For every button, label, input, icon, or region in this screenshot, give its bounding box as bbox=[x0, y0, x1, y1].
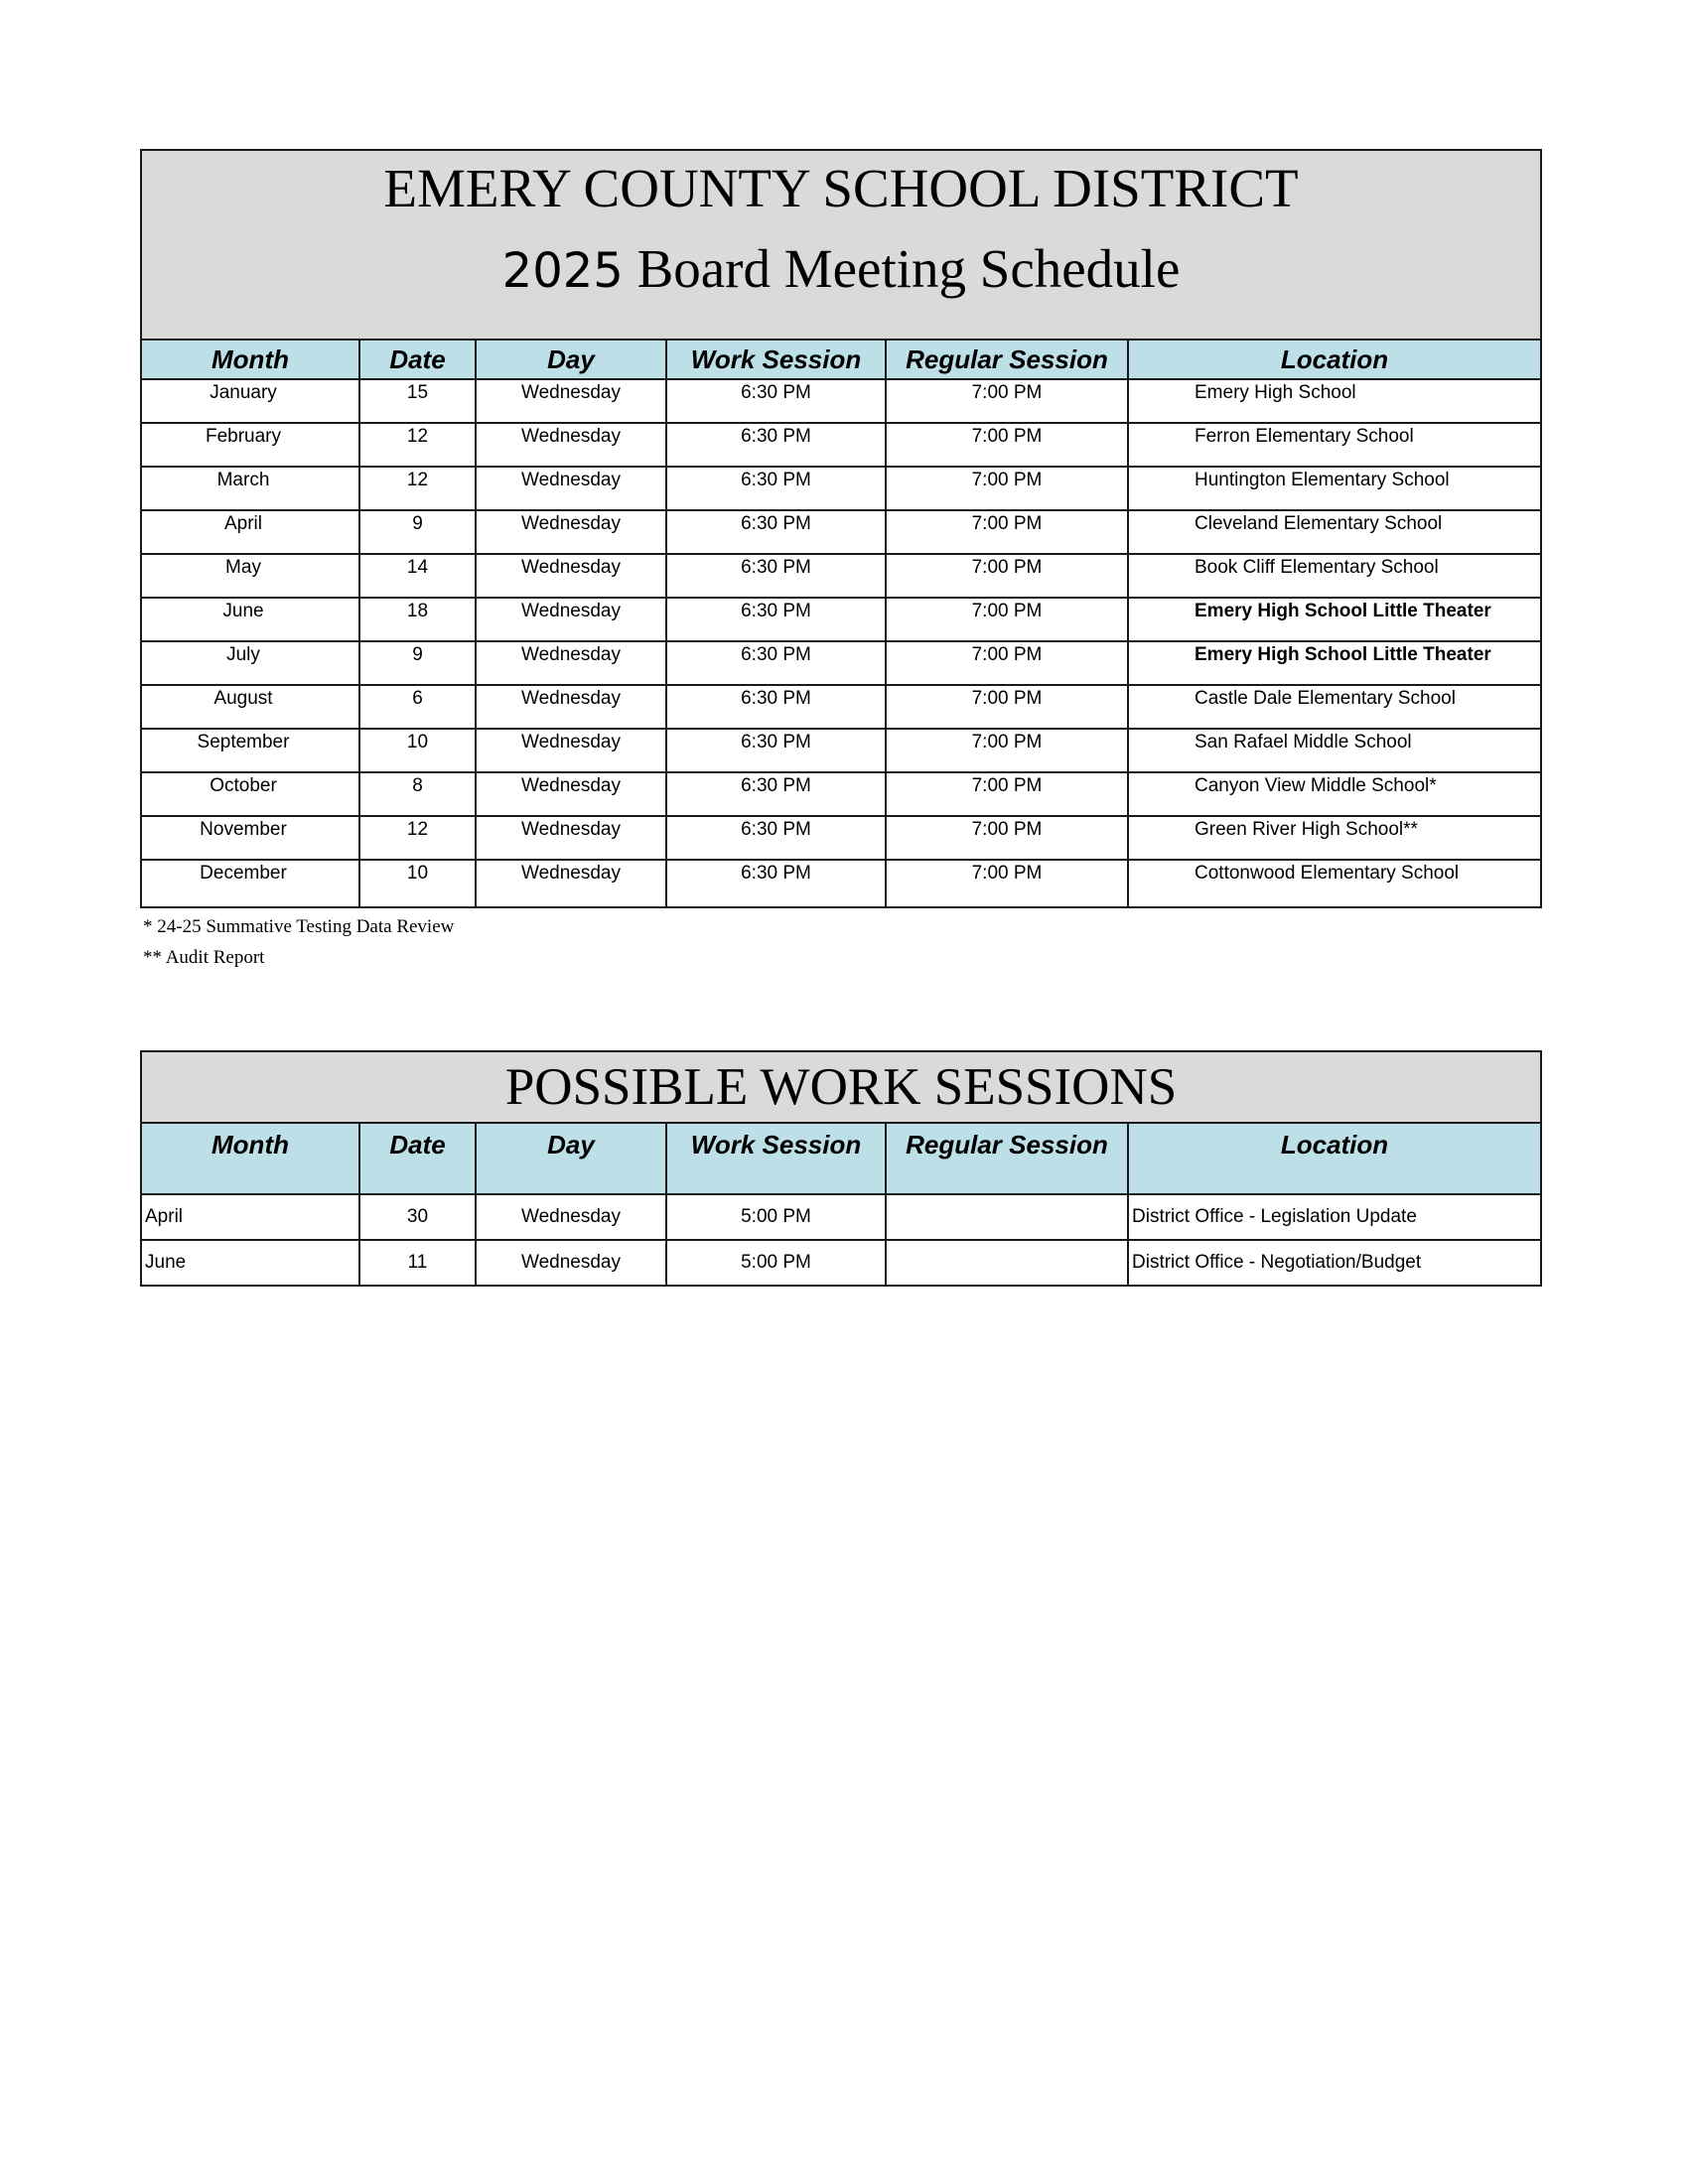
work-session-cell: 6:30 PM bbox=[666, 772, 886, 816]
regular-session-cell: 7:00 PM bbox=[886, 729, 1128, 772]
date-cell: 11 bbox=[359, 1240, 476, 1286]
location-cell: San Rafael Middle School bbox=[1128, 729, 1541, 772]
day-cell: Wednesday bbox=[476, 510, 666, 554]
day-cell: Wednesday bbox=[476, 816, 666, 860]
day-cell: Wednesday bbox=[476, 1194, 666, 1240]
regular-session-cell bbox=[886, 1194, 1128, 1240]
regular-session-cell: 7:00 PM bbox=[886, 641, 1128, 685]
work-session-cell: 6:30 PM bbox=[666, 467, 886, 510]
table-row bbox=[141, 685, 1541, 729]
work-column-header-regular-session: Regular Session bbox=[886, 1123, 1128, 1194]
date-cell: 10 bbox=[359, 729, 476, 772]
day-cell: Wednesday bbox=[476, 379, 666, 423]
table-row bbox=[141, 816, 1541, 860]
regular-session-cell: 7:00 PM bbox=[886, 467, 1128, 510]
work-sessions-body bbox=[141, 1194, 1541, 1286]
work-session-cell: 6:30 PM bbox=[666, 554, 886, 598]
work-sessions-title: POSSIBLE WORK SESSIONS bbox=[141, 1051, 1541, 1123]
schedule-title bbox=[141, 150, 1541, 340]
regular-session-cell: 7:00 PM bbox=[886, 510, 1128, 554]
day-cell: Wednesday bbox=[476, 860, 666, 907]
date-cell: 15 bbox=[359, 379, 476, 423]
work-session-cell: 6:30 PM bbox=[666, 641, 886, 685]
month-cell: November bbox=[141, 816, 359, 860]
location-cell: Emery High School Little Theater bbox=[1128, 598, 1541, 641]
column-header-month: Month bbox=[141, 340, 359, 379]
table-row bbox=[141, 554, 1541, 598]
date-cell: 18 bbox=[359, 598, 476, 641]
location-cell: Ferron Elementary School bbox=[1128, 423, 1541, 467]
month-cell: September bbox=[141, 729, 359, 772]
date-cell: 10 bbox=[359, 860, 476, 907]
table-row bbox=[141, 729, 1541, 772]
regular-session-cell: 7:00 PM bbox=[886, 816, 1128, 860]
date-cell: 12 bbox=[359, 423, 476, 467]
work-title-row bbox=[141, 1051, 1541, 1123]
date-cell: 6 bbox=[359, 685, 476, 729]
work-session-cell: 6:30 PM bbox=[666, 510, 886, 554]
table-row bbox=[141, 772, 1541, 816]
location-cell: Book Cliff Elementary School bbox=[1128, 554, 1541, 598]
month-cell: October bbox=[141, 772, 359, 816]
date-cell: 8 bbox=[359, 772, 476, 816]
footnote-audit-report: ** Audit Report bbox=[143, 947, 265, 968]
work-session-cell: 6:30 PM bbox=[666, 379, 886, 423]
work-session-cell: 6:30 PM bbox=[666, 423, 886, 467]
month-cell: April bbox=[141, 1194, 359, 1240]
regular-session-cell: 7:00 PM bbox=[886, 379, 1128, 423]
work-column-header-day: Day bbox=[476, 1123, 666, 1194]
date-cell: 12 bbox=[359, 816, 476, 860]
date-cell: 9 bbox=[359, 510, 476, 554]
column-header-regular-session: Regular Session bbox=[886, 340, 1128, 379]
work-session-cell: 6:30 PM bbox=[666, 598, 886, 641]
work-session-cell: 5:00 PM bbox=[666, 1194, 886, 1240]
regular-session-cell: 7:00 PM bbox=[886, 423, 1128, 467]
regular-session-cell: 7:00 PM bbox=[886, 554, 1128, 598]
regular-session-cell: 7:00 PM bbox=[886, 598, 1128, 641]
month-cell: August bbox=[141, 685, 359, 729]
day-cell: Wednesday bbox=[476, 554, 666, 598]
work-header-row bbox=[141, 1123, 1541, 1194]
regular-session-cell: 7:00 PM bbox=[886, 772, 1128, 816]
work-column-header-location: Location bbox=[1128, 1123, 1541, 1194]
day-cell: Wednesday bbox=[476, 685, 666, 729]
month-cell: January bbox=[141, 379, 359, 423]
day-cell: Wednesday bbox=[476, 423, 666, 467]
day-cell: Wednesday bbox=[476, 641, 666, 685]
footnotes bbox=[143, 911, 454, 973]
day-cell: Wednesday bbox=[476, 772, 666, 816]
regular-session-cell: 7:00 PM bbox=[886, 685, 1128, 729]
date-cell: 12 bbox=[359, 467, 476, 510]
location-cell: Emery High School bbox=[1128, 379, 1541, 423]
table-row bbox=[141, 379, 1541, 423]
month-cell: February bbox=[141, 423, 359, 467]
schedule-year: 2025 bbox=[501, 243, 624, 299]
date-cell: 14 bbox=[359, 554, 476, 598]
table-row bbox=[141, 598, 1541, 641]
month-cell: July bbox=[141, 641, 359, 685]
location-cell: District Office - Legislation Update bbox=[1128, 1194, 1541, 1240]
table-row bbox=[141, 1240, 1541, 1286]
work-column-header-work-session: Work Session bbox=[666, 1123, 886, 1194]
work-session-cell: 6:30 PM bbox=[666, 816, 886, 860]
work-column-header-month: Month bbox=[141, 1123, 359, 1194]
column-header-day: Day bbox=[476, 340, 666, 379]
location-cell: Castle Dale Elementary School bbox=[1128, 685, 1541, 729]
district-name: EMERY COUNTY SCHOOL DISTRICT bbox=[383, 158, 1299, 218]
column-header-date: Date bbox=[359, 340, 476, 379]
table-row bbox=[141, 467, 1541, 510]
regular-session-cell: 7:00 PM bbox=[886, 860, 1128, 907]
location-cell: Cleveland Elementary School bbox=[1128, 510, 1541, 554]
column-header-work-session: Work Session bbox=[666, 340, 886, 379]
day-cell: Wednesday bbox=[476, 729, 666, 772]
title-row bbox=[141, 150, 1541, 340]
date-cell: 30 bbox=[359, 1194, 476, 1240]
location-cell: Cottonwood Elementary School bbox=[1128, 860, 1541, 907]
board-meeting-schedule-table bbox=[140, 149, 1542, 908]
table-row bbox=[141, 641, 1541, 685]
location-cell: Canyon View Middle School* bbox=[1128, 772, 1541, 816]
location-cell: Emery High School Little Theater bbox=[1128, 641, 1541, 685]
schedule-subtitle-text: Board Meeting Schedule bbox=[623, 238, 1181, 299]
date-cell: 9 bbox=[359, 641, 476, 685]
work-column-header-date: Date bbox=[359, 1123, 476, 1194]
header-row bbox=[141, 340, 1541, 379]
month-cell: June bbox=[141, 598, 359, 641]
location-cell: Green River High School** bbox=[1128, 816, 1541, 860]
work-session-cell: 6:30 PM bbox=[666, 860, 886, 907]
month-cell: June bbox=[141, 1240, 359, 1286]
table-row bbox=[141, 1194, 1541, 1240]
work-session-cell: 5:00 PM bbox=[666, 1240, 886, 1286]
table-row bbox=[141, 860, 1541, 907]
possible-work-sessions-table bbox=[140, 1050, 1542, 1287]
table-row bbox=[141, 510, 1541, 554]
schedule-subtitle bbox=[142, 215, 1540, 299]
location-cell: District Office - Negotiation/Budget bbox=[1128, 1240, 1541, 1286]
work-session-cell: 6:30 PM bbox=[666, 729, 886, 772]
footnote-summative-testing: * 24-25 Summative Testing Data Review bbox=[143, 916, 455, 937]
month-cell: March bbox=[141, 467, 359, 510]
day-cell: Wednesday bbox=[476, 1240, 666, 1286]
location-cell: Huntington Elementary School bbox=[1128, 467, 1541, 510]
month-cell: April bbox=[141, 510, 359, 554]
work-session-cell: 6:30 PM bbox=[666, 685, 886, 729]
column-header-location: Location bbox=[1128, 340, 1541, 379]
month-cell: December bbox=[141, 860, 359, 907]
day-cell: Wednesday bbox=[476, 598, 666, 641]
table-row bbox=[141, 423, 1541, 467]
month-cell: May bbox=[141, 554, 359, 598]
schedule-body bbox=[141, 379, 1541, 907]
day-cell: Wednesday bbox=[476, 467, 666, 510]
regular-session-cell bbox=[886, 1240, 1128, 1286]
